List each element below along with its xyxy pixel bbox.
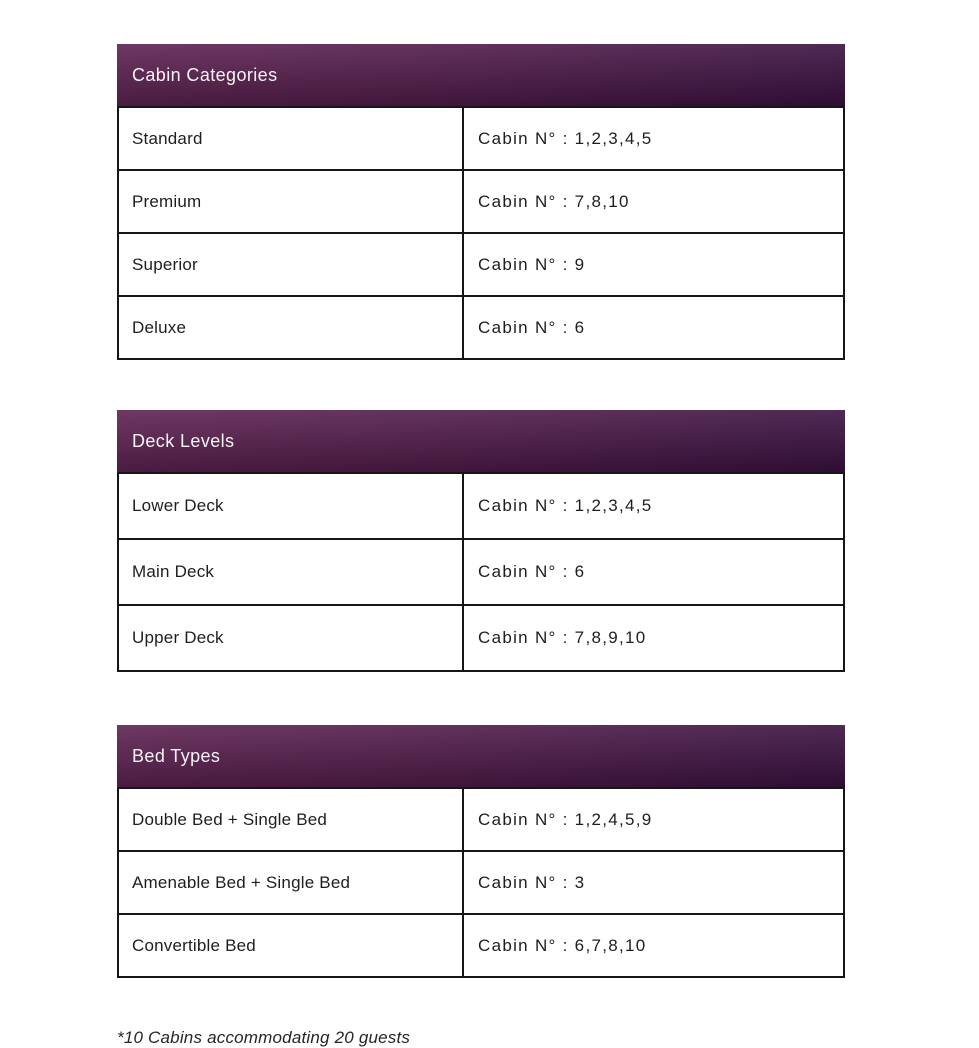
- table-row: [119, 789, 843, 852]
- table-row: [119, 108, 843, 171]
- cabin-numbers-cell: Cabin N° : 9: [478, 254, 586, 274]
- category-label-cell: Deluxe: [119, 297, 464, 358]
- cabin-numbers-cell: Cabin N° : 7,8,9,10: [478, 628, 647, 647]
- cabin-numbers-cell: Cabin N° : 6: [478, 317, 586, 337]
- table-title: Bed Types: [132, 745, 221, 766]
- cabin-numbers-cell: Cabin N° : 6: [478, 562, 586, 581]
- table-row: [119, 915, 843, 976]
- cabin-numbers-cell: Cabin N° : 7,8,10: [478, 191, 630, 211]
- deck-label-cell: Upper Deck: [119, 606, 464, 670]
- content-column: [117, 44, 845, 1048]
- table-title: Cabin Categories: [132, 64, 278, 85]
- bed-types-body: [117, 787, 845, 978]
- deck-levels-table: [117, 410, 845, 672]
- table-row: [119, 852, 843, 915]
- category-label-cell: Standard: [119, 108, 464, 169]
- deck-levels-body: [117, 472, 845, 672]
- deck-label-cell: Main Deck: [119, 540, 464, 604]
- capacity-footnote: *10 Cabins accommodating 20 guests: [117, 1028, 411, 1047]
- table-row: [119, 234, 843, 297]
- bed-type-label-cell: Amenable Bed + Single Bed: [119, 852, 464, 913]
- table-row: [119, 474, 843, 540]
- bed-types-header: [117, 725, 845, 787]
- cabin-numbers-cell: Cabin N° : 1,2,3,4,5: [478, 496, 653, 515]
- cabin-numbers-cell: Cabin N° : 6,7,8,10: [478, 935, 647, 955]
- cabin-categories-header: [117, 44, 845, 106]
- table-row: [119, 297, 843, 358]
- cabin-numbers-cell: Cabin N° : 3: [478, 872, 586, 892]
- deck-levels-header: [117, 410, 845, 472]
- table-row: [119, 606, 843, 670]
- bed-types-table: [117, 725, 845, 978]
- bed-type-label-cell: Double Bed + Single Bed: [119, 789, 464, 850]
- table-row: [119, 540, 843, 606]
- category-label-cell: Superior: [119, 234, 464, 295]
- table-row: [119, 171, 843, 234]
- cabin-categories-table: [117, 44, 845, 360]
- category-label-cell: Premium: [119, 171, 464, 232]
- cabin-categories-body: [117, 106, 845, 360]
- deck-label-cell: Lower Deck: [119, 474, 464, 538]
- cabin-numbers-cell: Cabin N° : 1,2,3,4,5: [478, 128, 653, 148]
- cabin-numbers-cell: Cabin N° : 1,2,4,5,9: [478, 809, 653, 829]
- table-title: Deck Levels: [132, 430, 235, 451]
- bed-type-label-cell: Convertible Bed: [119, 915, 464, 976]
